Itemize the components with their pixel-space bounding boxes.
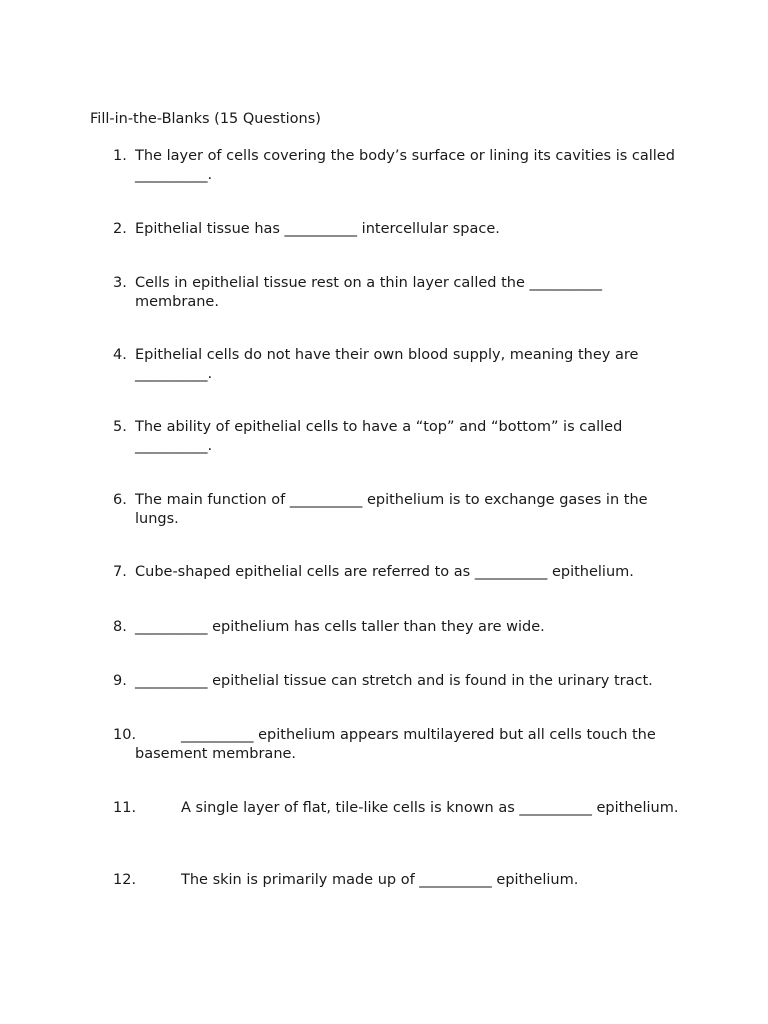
question-item <box>113 799 693 818</box>
question-number: 3. <box>113 275 127 291</box>
question-item <box>113 491 693 528</box>
question-item <box>113 274 693 311</box>
question-number: 2. <box>113 221 127 237</box>
question-item <box>113 418 693 455</box>
question-number: 8. <box>113 619 127 635</box>
question-item <box>113 618 693 637</box>
question-number: 11. <box>113 800 137 816</box>
question-number: 1. <box>113 148 127 164</box>
question-text: Epithelial cells do not have their own blood supply, meaning they are __________. <box>135 347 639 382</box>
question-text: Epithelial tissue has __________ intercellular space. <box>135 221 500 237</box>
question-number: 6. <box>113 492 127 508</box>
question-text: A single layer of flat, tile-like cells is known as __________ epithelium. <box>181 800 679 816</box>
question-text: Cube-shaped epithelial cells are referred to as __________ epithelium. <box>135 564 634 580</box>
question-text: The ability of epithelial cells to have a “top” and “bottom” is called __________. <box>135 419 623 454</box>
question-text: Cells in epithelial tissue rest on a thin layer called the __________ membrane. <box>135 275 602 310</box>
document-title: Fill-in-the-Blanks (15 Questions) <box>90 111 321 127</box>
question-text: The layer of cells covering the body’s surface or lining its cavities is called __________. <box>135 148 675 183</box>
question-item <box>113 672 693 691</box>
question-item <box>113 346 693 383</box>
question-number: 10. <box>113 727 137 743</box>
question-text: __________ epithelial tissue can stretch and is found in the urinary tract. <box>135 673 653 689</box>
question-text: The skin is primarily made up of __________ epithelium. <box>181 872 579 888</box>
question-text: __________ epithelium appears multilayered but all cells touch the basement membrane. <box>135 727 656 762</box>
question-number: 9. <box>113 673 127 689</box>
question-item <box>113 726 693 763</box>
question-number: 7. <box>113 564 127 580</box>
question-item <box>113 147 693 184</box>
question-number: 4. <box>113 347 127 363</box>
question-item <box>113 563 693 582</box>
question-number: 5. <box>113 419 127 435</box>
question-item <box>113 220 693 239</box>
question-number: 12. <box>113 872 137 888</box>
question-item <box>113 871 693 890</box>
question-text: The main function of __________ epithelium is to exchange gases in the lungs. <box>135 492 648 527</box>
question-text: __________ epithelium has cells taller than they are wide. <box>135 619 545 635</box>
